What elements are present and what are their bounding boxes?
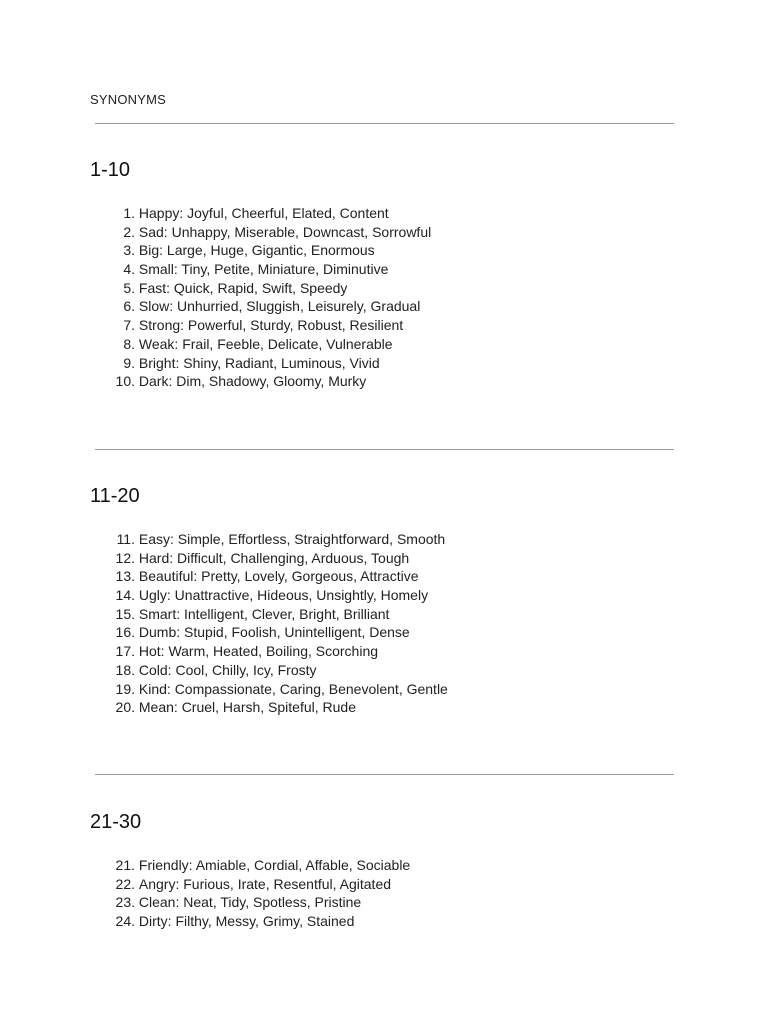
item-text: Friendly: Amiable, Cordial, Affable, Sociable (138, 857, 411, 873)
item-text: Small: Tiny, Petite, Miniature, Diminutive (138, 261, 389, 278)
item-text: Fast: Quick, Rapid, Swift, Speedy (138, 279, 348, 296)
item-text: Angry: Furious, Irate, Resentful, Agitated (138, 875, 392, 892)
section-heading: 21-30 (90, 811, 142, 833)
item-number: 9. (123, 354, 135, 371)
item-text: Dumb: Stupid, Foolish, Unintelligent, Dense (138, 624, 410, 641)
item-number: 18. (115, 661, 135, 678)
synonym-list (112, 530, 448, 717)
list-item (112, 530, 448, 549)
item-number: 20. (115, 699, 135, 716)
synonym-list (112, 204, 431, 391)
list-item (112, 316, 431, 335)
item-text: Hard: Difficult, Challenging, Arduous, Tough (138, 549, 410, 566)
list-item (112, 586, 448, 605)
list-item (112, 623, 448, 642)
item-number: 23. (115, 894, 135, 911)
item-number: 22. (115, 875, 135, 892)
list-item (112, 567, 448, 586)
section-divider (95, 449, 674, 450)
item-text: Big: Large, Huge, Gigantic, Enormous (138, 242, 375, 259)
item-number: 24. (115, 913, 135, 930)
list-item (112, 260, 431, 279)
item-text: Cold: Cool, Chilly, Icy, Frosty (138, 661, 317, 678)
item-number: 5. (123, 279, 135, 296)
item-text: Ugly: Unattractive, Hideous, Unsightly, Homely (138, 587, 429, 604)
item-text: Sad: Unhappy, Miserable, Downcast, Sorrowful (138, 223, 432, 240)
list-item (112, 372, 431, 391)
section-divider (95, 123, 674, 124)
item-text: Bright: Shiny, Radiant, Luminous, Vivid (138, 354, 380, 371)
list-item (112, 335, 431, 354)
list-item (112, 912, 410, 931)
item-text: Smart: Intelligent, Clever, Bright, Brilliant (138, 605, 390, 622)
list-item (112, 297, 431, 316)
item-number: 15. (115, 605, 135, 622)
item-number: 17. (115, 643, 135, 660)
item-text: Dark: Dim, Shadowy, Gloomy, Murky (138, 373, 367, 390)
item-text: Kind: Compassionate, Caring, Benevolent, Gentle (138, 680, 448, 697)
section-heading: 1-10 (90, 159, 131, 181)
list-item (112, 605, 448, 624)
list-item (112, 549, 448, 568)
item-number: 16. (115, 624, 135, 641)
item-number: 2. (123, 223, 135, 240)
item-number: 14. (115, 587, 135, 604)
item-text: Easy: Simple, Effortless, Straightforward, Smooth (138, 531, 446, 547)
item-number: 19. (115, 680, 135, 697)
item-text: Strong: Powerful, Sturdy, Robust, Resilient (138, 317, 404, 334)
list-item (112, 642, 448, 661)
item-text: Slow: Unhurried, Sluggish, Leisurely, Gradual (138, 298, 421, 315)
item-number: 4. (123, 261, 135, 278)
item-text: Happy: Joyful, Cheerful, Elated, Content (138, 205, 389, 221)
list-item (112, 661, 448, 680)
item-text: Clean: Neat, Tidy, Spotless, Pristine (138, 894, 362, 911)
item-number: 12. (115, 549, 135, 566)
item-number: 11. (116, 531, 135, 547)
list-item (112, 856, 410, 875)
section-heading: 11-20 (90, 485, 140, 507)
list-item (112, 698, 448, 717)
list-item (112, 241, 431, 260)
item-text: Mean: Cruel, Harsh, Spiteful, Rude (138, 699, 356, 716)
item-text: Beautiful: Pretty, Lovely, Gorgeous, Attractive (138, 568, 419, 585)
document-title: SYNONYMS (90, 92, 167, 107)
item-number: 6. (123, 298, 135, 315)
list-item (112, 354, 431, 373)
item-number: 1. (123, 205, 135, 221)
list-item (112, 680, 448, 699)
synonym-list (112, 856, 410, 931)
section-divider (95, 774, 674, 775)
item-number: 3. (123, 242, 135, 259)
item-text: Dirty: Filthy, Messy, Grimy, Stained (138, 913, 355, 930)
list-item (112, 875, 410, 894)
item-number: 10. (115, 373, 135, 390)
item-number: 8. (123, 335, 135, 352)
list-item (112, 223, 431, 242)
list-item (112, 893, 410, 912)
item-number: 13. (115, 568, 135, 585)
list-item (112, 279, 431, 298)
item-number: 21. (115, 857, 135, 873)
item-number: 7. (123, 317, 135, 334)
list-item (112, 204, 431, 223)
item-text: Hot: Warm, Heated, Boiling, Scorching (138, 643, 379, 660)
item-text: Weak: Frail, Feeble, Delicate, Vulnerable (138, 335, 393, 352)
